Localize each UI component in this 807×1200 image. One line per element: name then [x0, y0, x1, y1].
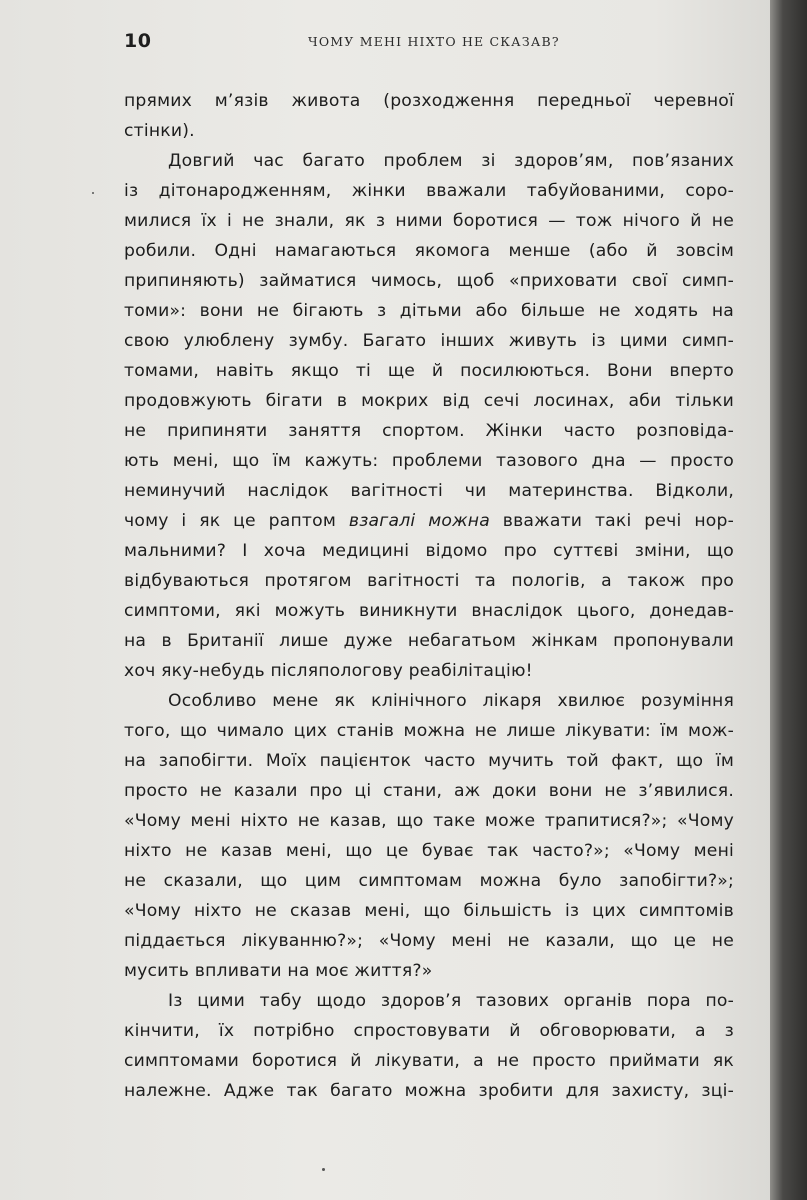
text-line: симптоми, які можуть виникнути внаслідок цього, донедав-	[124, 601, 734, 621]
text-line: симптомами боротися й лікувати, а не просто приймати як	[124, 1051, 734, 1071]
text-line: мальними? І хоча медицині відомо про суттєві зміни, що	[124, 541, 734, 561]
text-segment: чому і як це раптом	[124, 511, 337, 531]
text-line: ють мені, що їм кажуть: проблеми тазового дна — просто	[124, 451, 734, 471]
paper-speck	[92, 192, 94, 194]
text-line: Із цими табу щодо здоров’я тазових органів пора по-	[168, 991, 734, 1011]
text-line: просто не казали про ці стани, аж доки вони не з’явилися.	[124, 781, 734, 801]
running-title: ЧОМУ МЕНІ НІХТО НЕ СКАЗАВ?	[308, 34, 560, 49]
text-line: Особливо мене як клінічного лікаря хвилює розуміння	[168, 691, 734, 711]
text-line-mixed	[124, 506, 734, 536]
text-line: томами, навіть якщо ті ще й посилюються. Вони вперто	[124, 361, 734, 381]
text-line: свою улюблену зумбу. Багато інших живуть із цими симп-	[124, 331, 734, 351]
page-number: 10	[124, 30, 152, 52]
text-line: мусить впливати на моє життя?»	[124, 961, 433, 981]
text-line: не припиняти заняття спортом. Жінки часто розповіда-	[124, 421, 734, 441]
text-line: на запобігти. Моїх пацієнток часто мучить той факт, що їм	[124, 751, 734, 771]
text-line: милися їх і не знали, як з ними боротися — тож нічого й не	[124, 211, 734, 231]
text-line: припиняють) займатися чимось, щоб «приховати свої симп-	[124, 271, 734, 291]
text-line: прямих м’язів живота (розходження передньої черевної	[124, 91, 734, 111]
text-line: того, що чимало цих станів можна не лише лікувати: їм мож-	[124, 721, 734, 741]
text-line: неминучий наслідок вагітності чи материнства. Відколи,	[124, 481, 734, 501]
text-line: Довгий час багато проблем зі здоров’ям, пов’язаних	[168, 151, 734, 171]
text-line: хоч яку-небудь післяпологову реабілітацію!	[124, 661, 533, 681]
body-text	[124, 86, 734, 1106]
text-line: «Чому ніхто не сказав мені, що більшість із цих симптомів	[124, 901, 734, 921]
text-line: «Чому мені ніхто не казав, що таке може трапитися?»; «Чому	[124, 811, 734, 831]
text-line: на в Британії лише дуже небагатьом жінкам пропонували	[124, 631, 734, 651]
text-line: належне. Адже так багато можна зробити для захисту, зці-	[124, 1081, 734, 1101]
text-segment: вважати такі речі нор-	[502, 511, 734, 531]
text-line: не сказали, що цим симптомам можна було запобігти?»;	[124, 871, 734, 891]
text-line: із дітонародженням, жінки вважали табуйованими, соро-	[124, 181, 734, 201]
page-header	[124, 30, 730, 60]
text-line: стінки).	[124, 121, 195, 141]
paper-speck	[322, 1168, 325, 1171]
italic-emphasis: взагалі можна	[348, 511, 490, 531]
text-line: продовжують бігати в мокрих від сечі лосинах, аби тільки	[124, 391, 734, 411]
text-line: робили. Одні намагаються якомога менше (або й зовсім	[124, 241, 734, 261]
page-edge-shadow	[770, 0, 807, 1200]
text-line: ніхто не казав мені, що це буває так часто?»; «Чому мені	[124, 841, 734, 861]
text-line: відбуваються протягом вагітності та пологів, а також про	[124, 571, 734, 591]
text-line: томи»: вони не бігають з дітьми або більше не ходять на	[124, 301, 734, 321]
text-line: кінчити, їх потрібно спростовувати й обговорювати, а з	[124, 1021, 734, 1041]
text-line: піддається лікуванню?»; «Чому мені не казали, що це не	[124, 931, 734, 951]
